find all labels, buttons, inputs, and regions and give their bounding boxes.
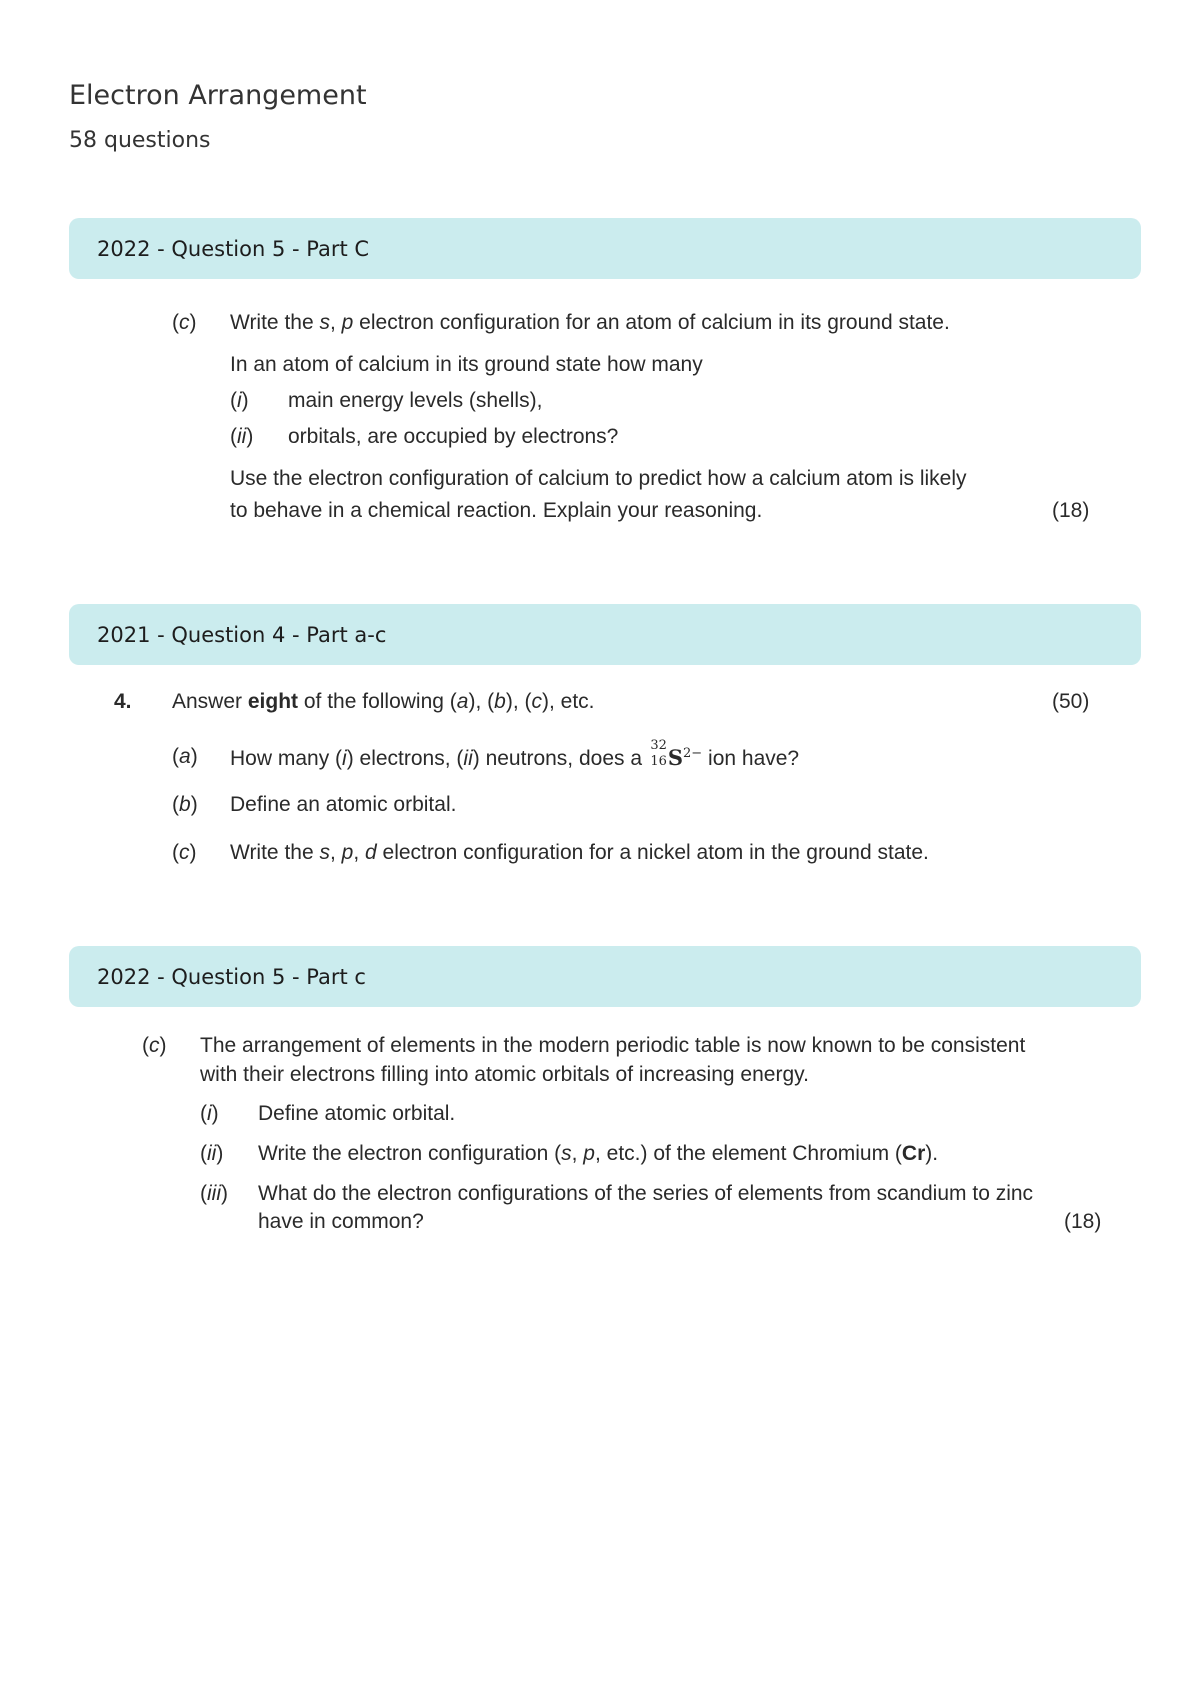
question-line: Define atomic orbital. — [258, 1102, 456, 1125]
question-line: to behave in a chemical reaction. Explain your reasoning. — [230, 499, 763, 522]
part-label: (c) — [172, 841, 197, 864]
question-line: What do the electron configurations of the series of elements from scandium to zinc — [258, 1182, 1034, 1205]
page-title: Electron Arrangement — [69, 80, 367, 111]
question-line: The arrangement of elements in the modern periodic table is now known to be consistent — [200, 1034, 1026, 1057]
question-line: Use the electron configuration of calcium to predict how a calcium atom is likely — [230, 467, 967, 490]
sub-label: (iii) — [200, 1182, 228, 1205]
marks: (50) — [1052, 690, 1090, 713]
question-count: 58 questions — [69, 128, 211, 153]
sub-label: (i) — [200, 1102, 219, 1125]
marks: (18) — [1064, 1210, 1102, 1233]
question-line: Write the s, p electron configuration for an atom of calcium in its ground state. — [230, 311, 950, 334]
question-header-1 — [69, 218, 1141, 279]
question-line: Answer eight of the following (a), (b), (c), etc. — [172, 690, 595, 713]
part-label: (c) — [142, 1034, 167, 1057]
question-number: 4. — [114, 690, 132, 713]
question-line: In an atom of calcium in its ground state how many — [230, 353, 703, 376]
sub-label: (ii) — [230, 425, 254, 448]
question-line: main energy levels (shells), — [288, 389, 543, 412]
question-line: orbitals, are occupied by electrons? — [288, 425, 619, 448]
question-header-2 — [69, 604, 1141, 665]
question-line: with their electrons filling into atomic orbitals of increasing energy. — [200, 1063, 809, 1086]
part-label: (c) — [172, 311, 197, 334]
question-heading: 2022 - Question 5 - Part C — [97, 236, 370, 261]
question-line: Write the electron configuration (s, p, etc.) of the element Chromium (Cr). — [258, 1142, 939, 1165]
question-header-3 — [69, 946, 1141, 1007]
sub-label: (i) — [230, 389, 249, 412]
question-heading: 2022 - Question 5 - Part c — [97, 964, 366, 989]
part-label: (a) — [172, 745, 198, 768]
question-line: Write the s, p, d electron configuration for a nickel atom in the ground state. — [230, 841, 929, 864]
question-line: Define an atomic orbital. — [230, 793, 457, 816]
part-label: (b) — [172, 793, 198, 816]
isotope-notation: 32 16 — [650, 738, 667, 769]
sub-label: (ii) — [200, 1142, 224, 1165]
question-line: How many (i) electrons, (ii) neutrons, does a 32 16 $S^{2-}$ ion have? — [230, 738, 800, 770]
question-line: have in common? — [258, 1210, 424, 1233]
question-heading: 2021 - Question 4 - Part a-c — [97, 622, 387, 647]
marks: (18) — [1052, 499, 1090, 522]
